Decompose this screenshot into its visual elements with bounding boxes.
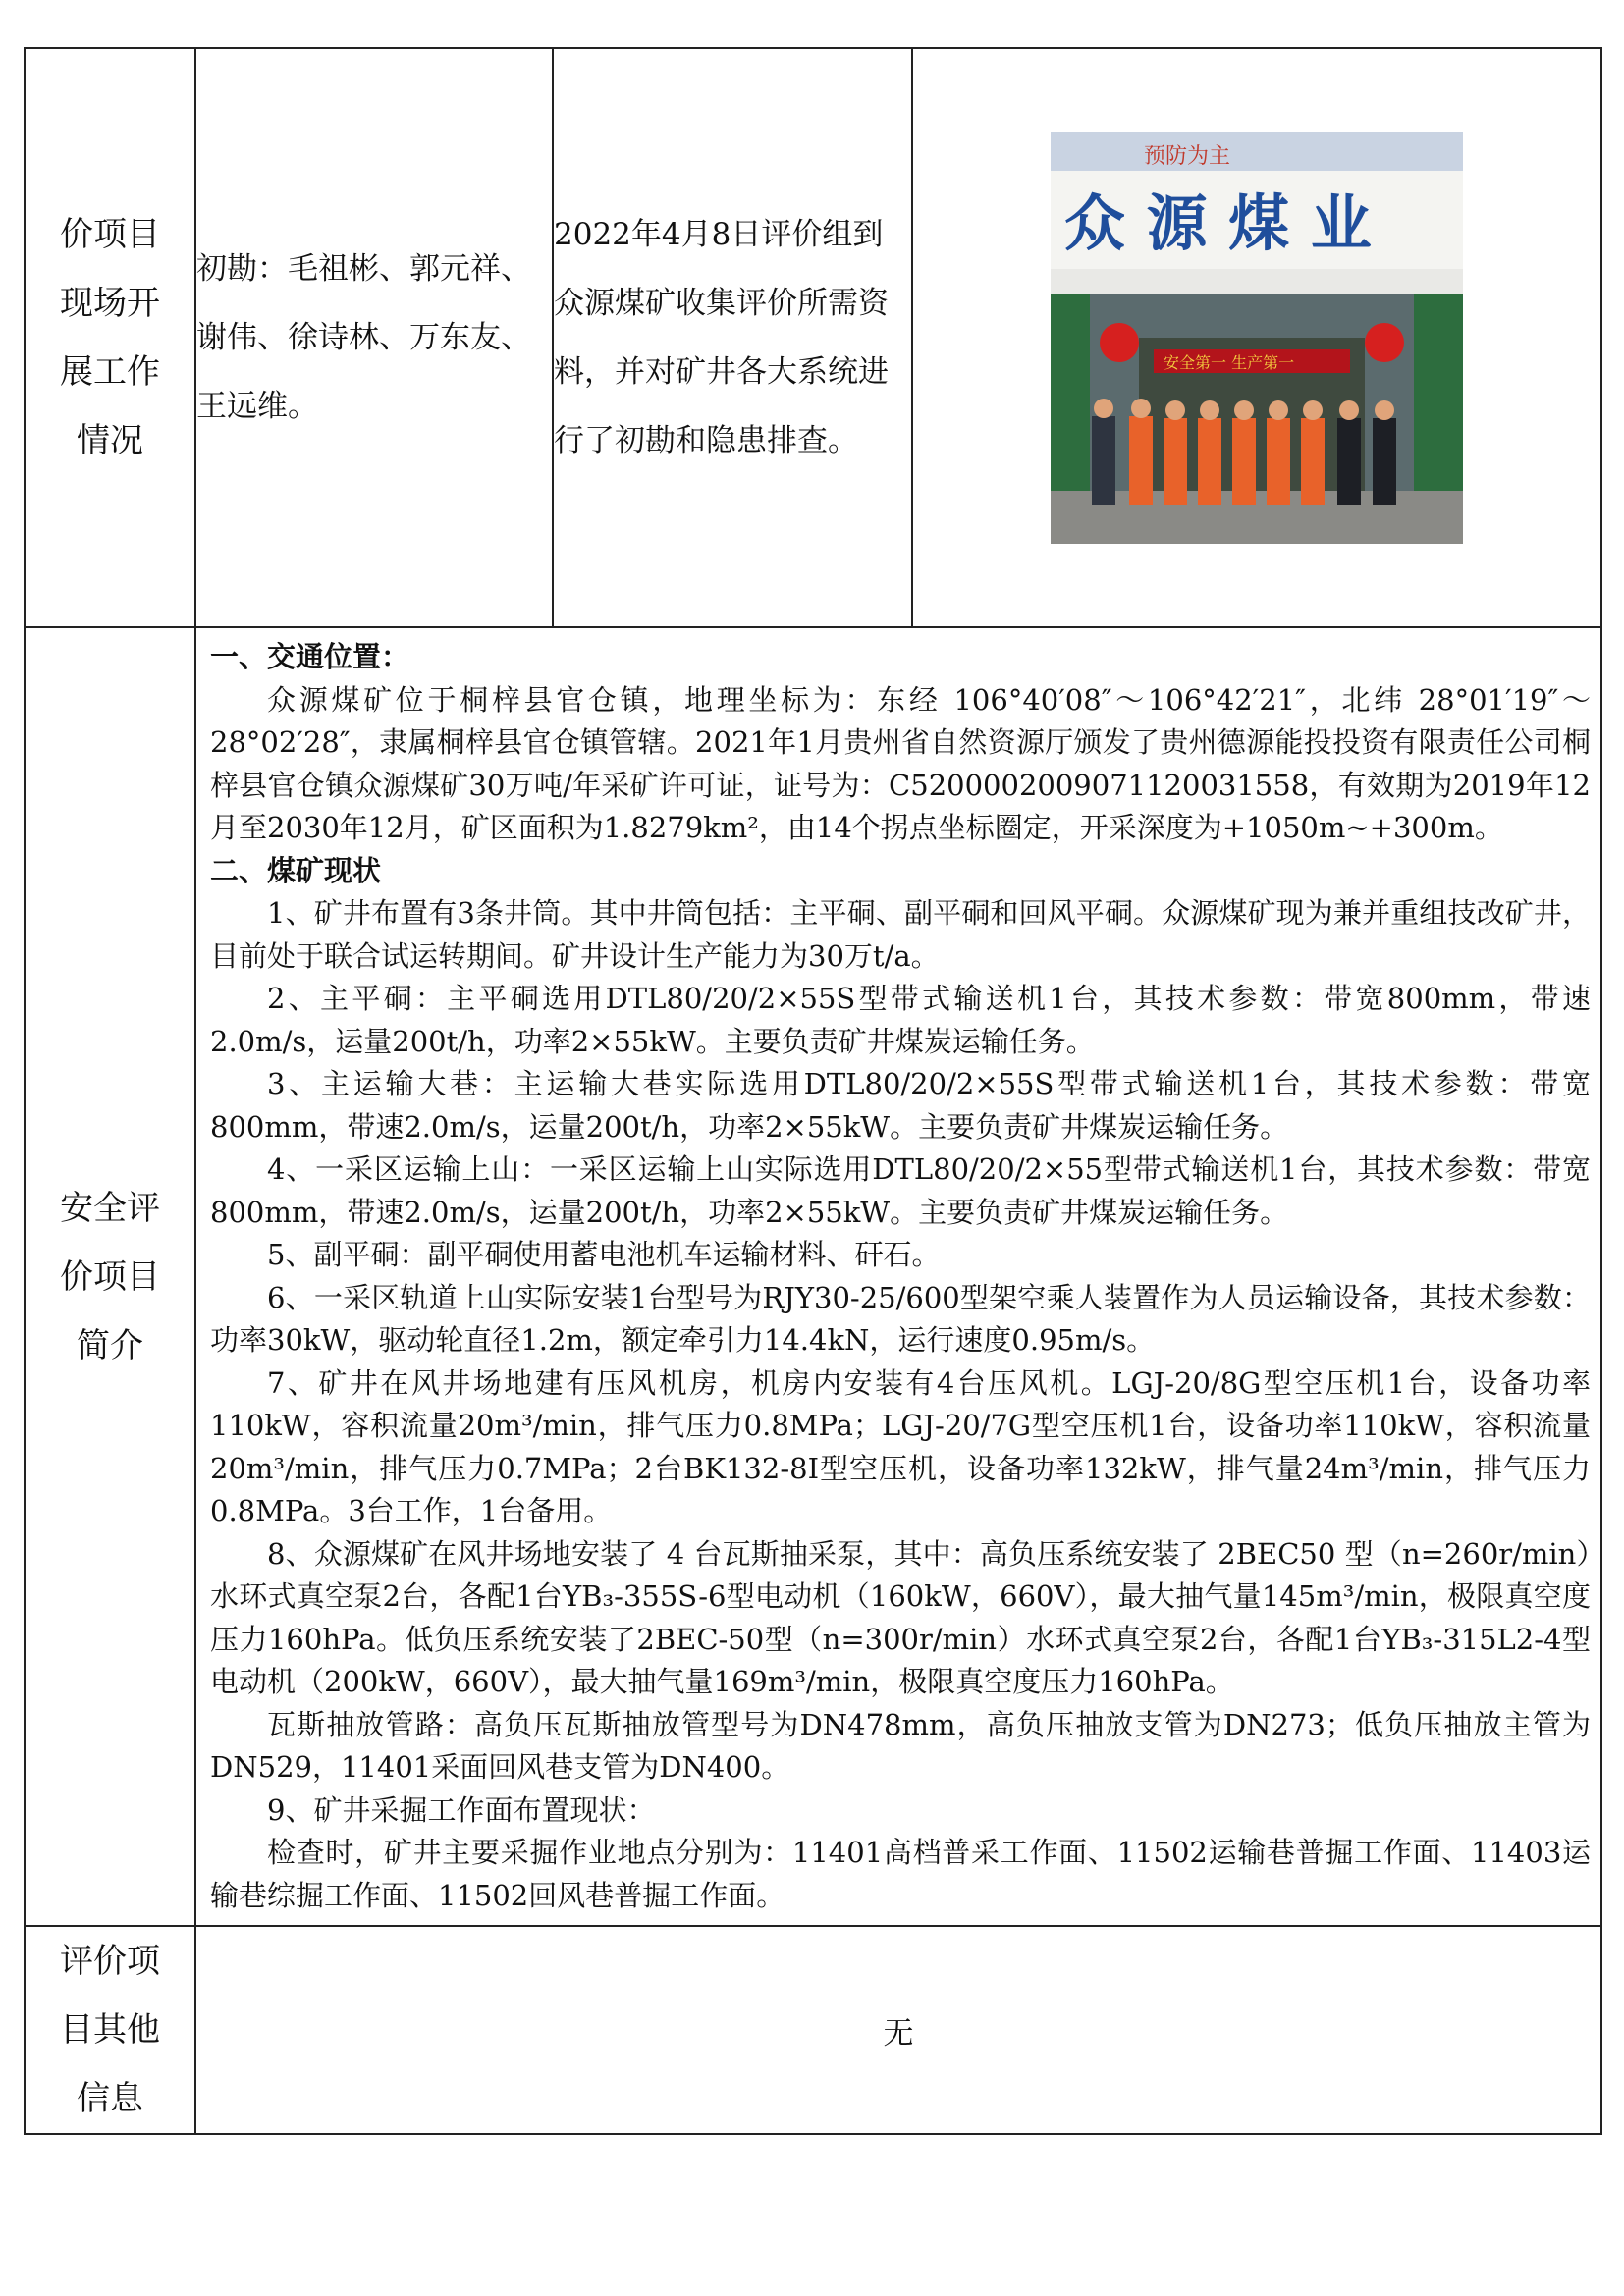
- site-photo: [1051, 132, 1463, 544]
- evaluation-table: [24, 47, 1602, 2135]
- row2-header-line: 安全评: [60, 1188, 160, 1228]
- section2-title: 二、煤矿现状: [210, 853, 382, 887]
- other-info-value: 无: [195, 1926, 1601, 2134]
- paragraph: 3、主运输大巷：主运输大巷实际选用DTL80/20/2×55S型带式输送机1台，其技术参数：带宽800mm，带速2.0m/s，运量200t/h，功率2×55kW。主要负责矿井煤炭运输任务。: [210, 1067, 1591, 1144]
- paragraph: 7、矿井在风井场地建有压风机房，机房内安装有4台压风机。LGJ-20/8G型空压机1台，设备功率110kW，容积流量20m³/min，排气压力0.8MPa；LGJ-20/7G型空压机1台，设备功率110kW，容积流量20m³/min，排气压力0.7MPa；2台BK132-8I型空压机，设备功率132kW，排气量24m³/min，排气压力0.8MPa。3台工作，1台备用。: [210, 1365, 1591, 1527]
- section1-title: 一、交通位置：: [210, 640, 410, 673]
- row1-header-line: 价项目: [60, 215, 160, 254]
- row1-header-line: 展工作: [60, 352, 160, 392]
- row1-header: [25, 48, 195, 627]
- row2-header: [25, 627, 195, 1926]
- top-banner-text: 预防为主: [1144, 144, 1231, 169]
- site-photo-drawing: [1051, 132, 1463, 544]
- personnel-cell: 初勘：毛祖彬、郭元祥、谢伟、徐诗林、万东友、王远维。: [195, 48, 553, 627]
- row1-header-line: 情况: [77, 421, 143, 460]
- row3-header-line: 评价项: [60, 1942, 160, 1981]
- row2-header-line: 简介: [77, 1325, 143, 1365]
- row3-header: [25, 1926, 195, 2134]
- row3-header-line: 目其他: [60, 2010, 160, 2050]
- sign-text: 众 源 煤 业: [1064, 187, 1372, 259]
- row2-header-line: 价项目: [60, 1256, 160, 1297]
- paragraph: 9、矿井采掘工作面布置现状：: [267, 1792, 656, 1827]
- row3-header-line: 信息: [77, 2079, 143, 2118]
- row-project-summary: [25, 627, 1601, 1926]
- activity-cell: 2022年4月8日评价组到众源煤矿收集评价所需资料，并对矿井各大系统进行了初勘和隐患排查。: [553, 48, 912, 627]
- row1-header-line: 现场开: [60, 284, 160, 323]
- paragraph: 2、主平硐：主平硐选用DTL80/20/2×55S型带式输送机1台，其技术参数：带宽800mm，带速2.0m/s，运量200t/h，功率2×55kW。主要负责矿井煤炭运输任务。: [210, 982, 1591, 1058]
- paragraph: 5、副平硐：副平硐使用蓄电池机车运输材料、矸石。: [267, 1238, 941, 1271]
- paragraph: 检查时，矿井主要采掘作业地点分别为：11401高档普采工作面、11502运输巷普掘工作面、11403运输巷综掘工作面、11502回风巷普掘工作面。: [210, 1836, 1591, 1912]
- paragraph: 6、一采区轨道上山实际安装1台型号为RJY30-25/600型架空乘人装置作为人员运输设备，其技术参数：功率30kW，驱动轮直径1.2m，额定牵引力14.4kN，运行速度0.95m/s。: [210, 1280, 1591, 1357]
- row-other-info: [25, 1926, 1601, 2134]
- paragraph: 1、矿井布置有3条井筒。其中井筒包括：主平硐、副平硐和回风平硐。众源煤矿现为兼并重组技改矿井，目前处于联合试运转期间。矿井设计生产能力为30万t/a。: [210, 896, 1591, 973]
- photo-cell: [912, 48, 1601, 627]
- section1-text: 众源煤矿位于桐梓县官仓镇，地理坐标为：东经 106°40′08″～106°42′21″，北纬 28°01′19″～28°02′28″，隶属桐梓县官仓镇管辖。2021年1月贵州省自然资源厅颁发了贵州德源能投投资有限责任公司桐梓县官仓镇众源煤矿30万吨/年采矿许可证，证号为：C5200002009071120031558，有效期为2019年12月至2030年12月，矿区面积为1.8279km²，由14个拐点坐标圈定，开采深度为+1050m~+300m。: [210, 682, 1591, 844]
- paragraph: 4、一采区运输上山：一采区运输上山实际选用DTL80/20/2×55型带式输送机1台，其技术参数：带宽800mm，带速2.0m/s，运量200t/h，功率2×55kW。主要负责矿井煤炭运输任务。: [210, 1152, 1591, 1229]
- project-summary-cell: [195, 627, 1601, 1926]
- paragraph: 8、众源煤矿在风井场地安装了 4 台瓦斯抽采泵，其中：高负压系统安装了 2BEC50 型（n=260r/min）水环式真空泵2台，各配1台YB₃-355S-6型电动机（160kW，660V），最大抽气量145m³/min，极限真空度压力160hPa。低负压系统安装了2BEC-50型（n=300r/min）水环式真空泵2台，各配1台YB₃-315L2-4型电动机（200kW，660V），最大抽气量169m³/min，极限真空度压力160hPa。: [210, 1536, 1591, 1698]
- paragraph: 瓦斯抽放管路：高负压瓦斯抽放管型号为DN478mm，高负压抽放支管为DN273；低负压抽放主管为DN529，11401采面回风巷支管为DN400。: [210, 1707, 1591, 1784]
- red-banner-text: 安全第一 生产第一: [1164, 353, 1295, 372]
- row-site-work: [25, 48, 1601, 627]
